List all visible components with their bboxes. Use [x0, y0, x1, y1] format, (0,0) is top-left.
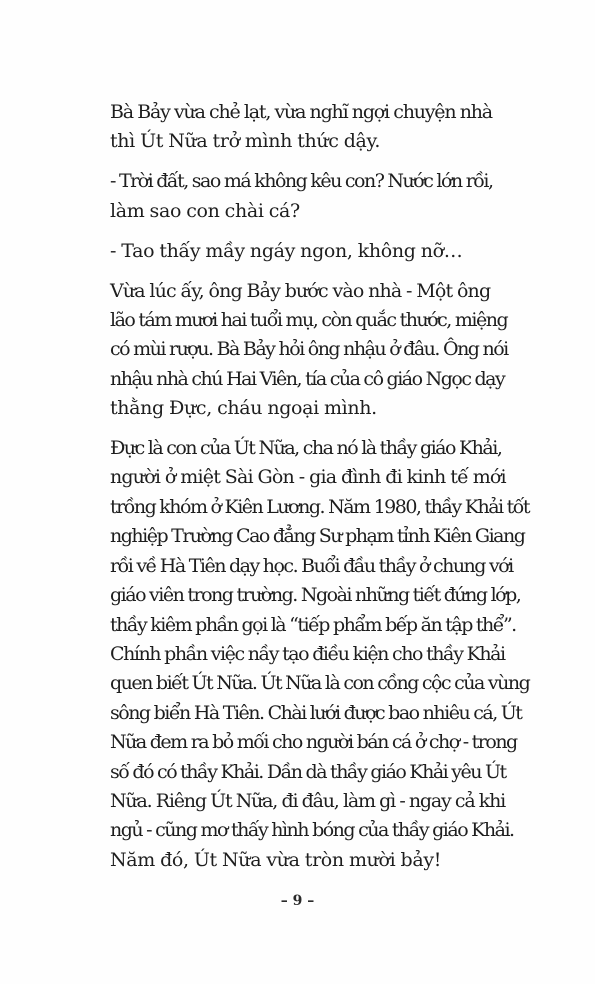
paragraph [96, 167, 506, 226]
text-line: Năm đó, Út Nữa vừa tròn mười bảy! [110, 848, 441, 871]
text-line: có mùi rượu. Bà Bảy hỏi ông nhậu ở đâu. Ông nói [110, 338, 508, 361]
paragraph [96, 98, 506, 157]
text-line: nghiệp Trường Cao đẳng Sư phạm tỉnh Kiên Giang [110, 525, 525, 548]
text-line: ngủ - cũng mơ thấy hình bóng của thầy giáo Khải. [110, 819, 514, 842]
text-line: quen biết Út Nữa. Út Nữa là con cồng cộc của vùng [110, 672, 530, 695]
text-line: Vừa lúc ấy, ông Bảy bước vào nhà - Một ông [110, 279, 491, 302]
body-text [96, 98, 530, 886]
text-line: Bà Bảy vừa chẻ lạt, vừa nghĩ ngợi chuyện nhà [110, 101, 492, 123]
text-line: thầy kiêm phần gọi là “tiếp phẩm bếp ăn tập thể”. [110, 613, 516, 636]
text-line: trồng khóm ở Kiên Lương. Năm 1980, thầy Khải tốt [110, 495, 530, 518]
paragraph [96, 277, 506, 424]
text-line: người ở miệt Sài Gòn - gia đình đi kinh tế mới [110, 466, 506, 489]
text-line: làm sao con chài cá? [110, 199, 300, 222]
text-line: thì Út Nữa trở mình thức dậy. [110, 130, 381, 153]
text-line: - Trời đất, sao má không kêu con? Nước lớn rồi, [110, 170, 493, 193]
text-line: Đực là con của Út Nữa, cha nó là thầy giáo Khải, [110, 437, 502, 460]
text-line: Nữa đem ra bỏ mối cho người bán cá ở chợ - trong [110, 731, 517, 754]
text-line: lão tám mươi hai tuổi mụ, còn quắc thước, miệng [110, 308, 508, 331]
text-line: Nữa. Riêng Út Nữa, đi đâu, làm gì - ngay cả khi [110, 789, 506, 812]
text-line: số đó có thầy Khải. Dần dà thầy giáo Khải yêu Út [110, 760, 506, 783]
text-line: sông biển Hà Tiên. Chài lưới được bao nhiêu cá, Út [110, 701, 522, 724]
paragraph [96, 434, 530, 875]
text-line: Chính phần việc nầy tạo điều kiện cho thầy Khải [110, 642, 505, 665]
text-line: thằng Đực, cháu ngoại mình. [110, 397, 377, 420]
text-line: giáo viên trong trường. Ngoài những tiết đứng lớp, [110, 584, 521, 607]
text-line: - Tao thấy mầy ngáy ngon, không nỡ… [110, 239, 463, 262]
text-line: nhậu nhà chú Hai Viên, tía của cô giáo Ngọc dạy [110, 367, 505, 390]
text-line: rồi về Hà Tiên dạy học. Buổi đầu thầy ở chung với [110, 554, 513, 577]
paragraph [96, 237, 506, 266]
page-number: – 9 – [280, 893, 315, 909]
